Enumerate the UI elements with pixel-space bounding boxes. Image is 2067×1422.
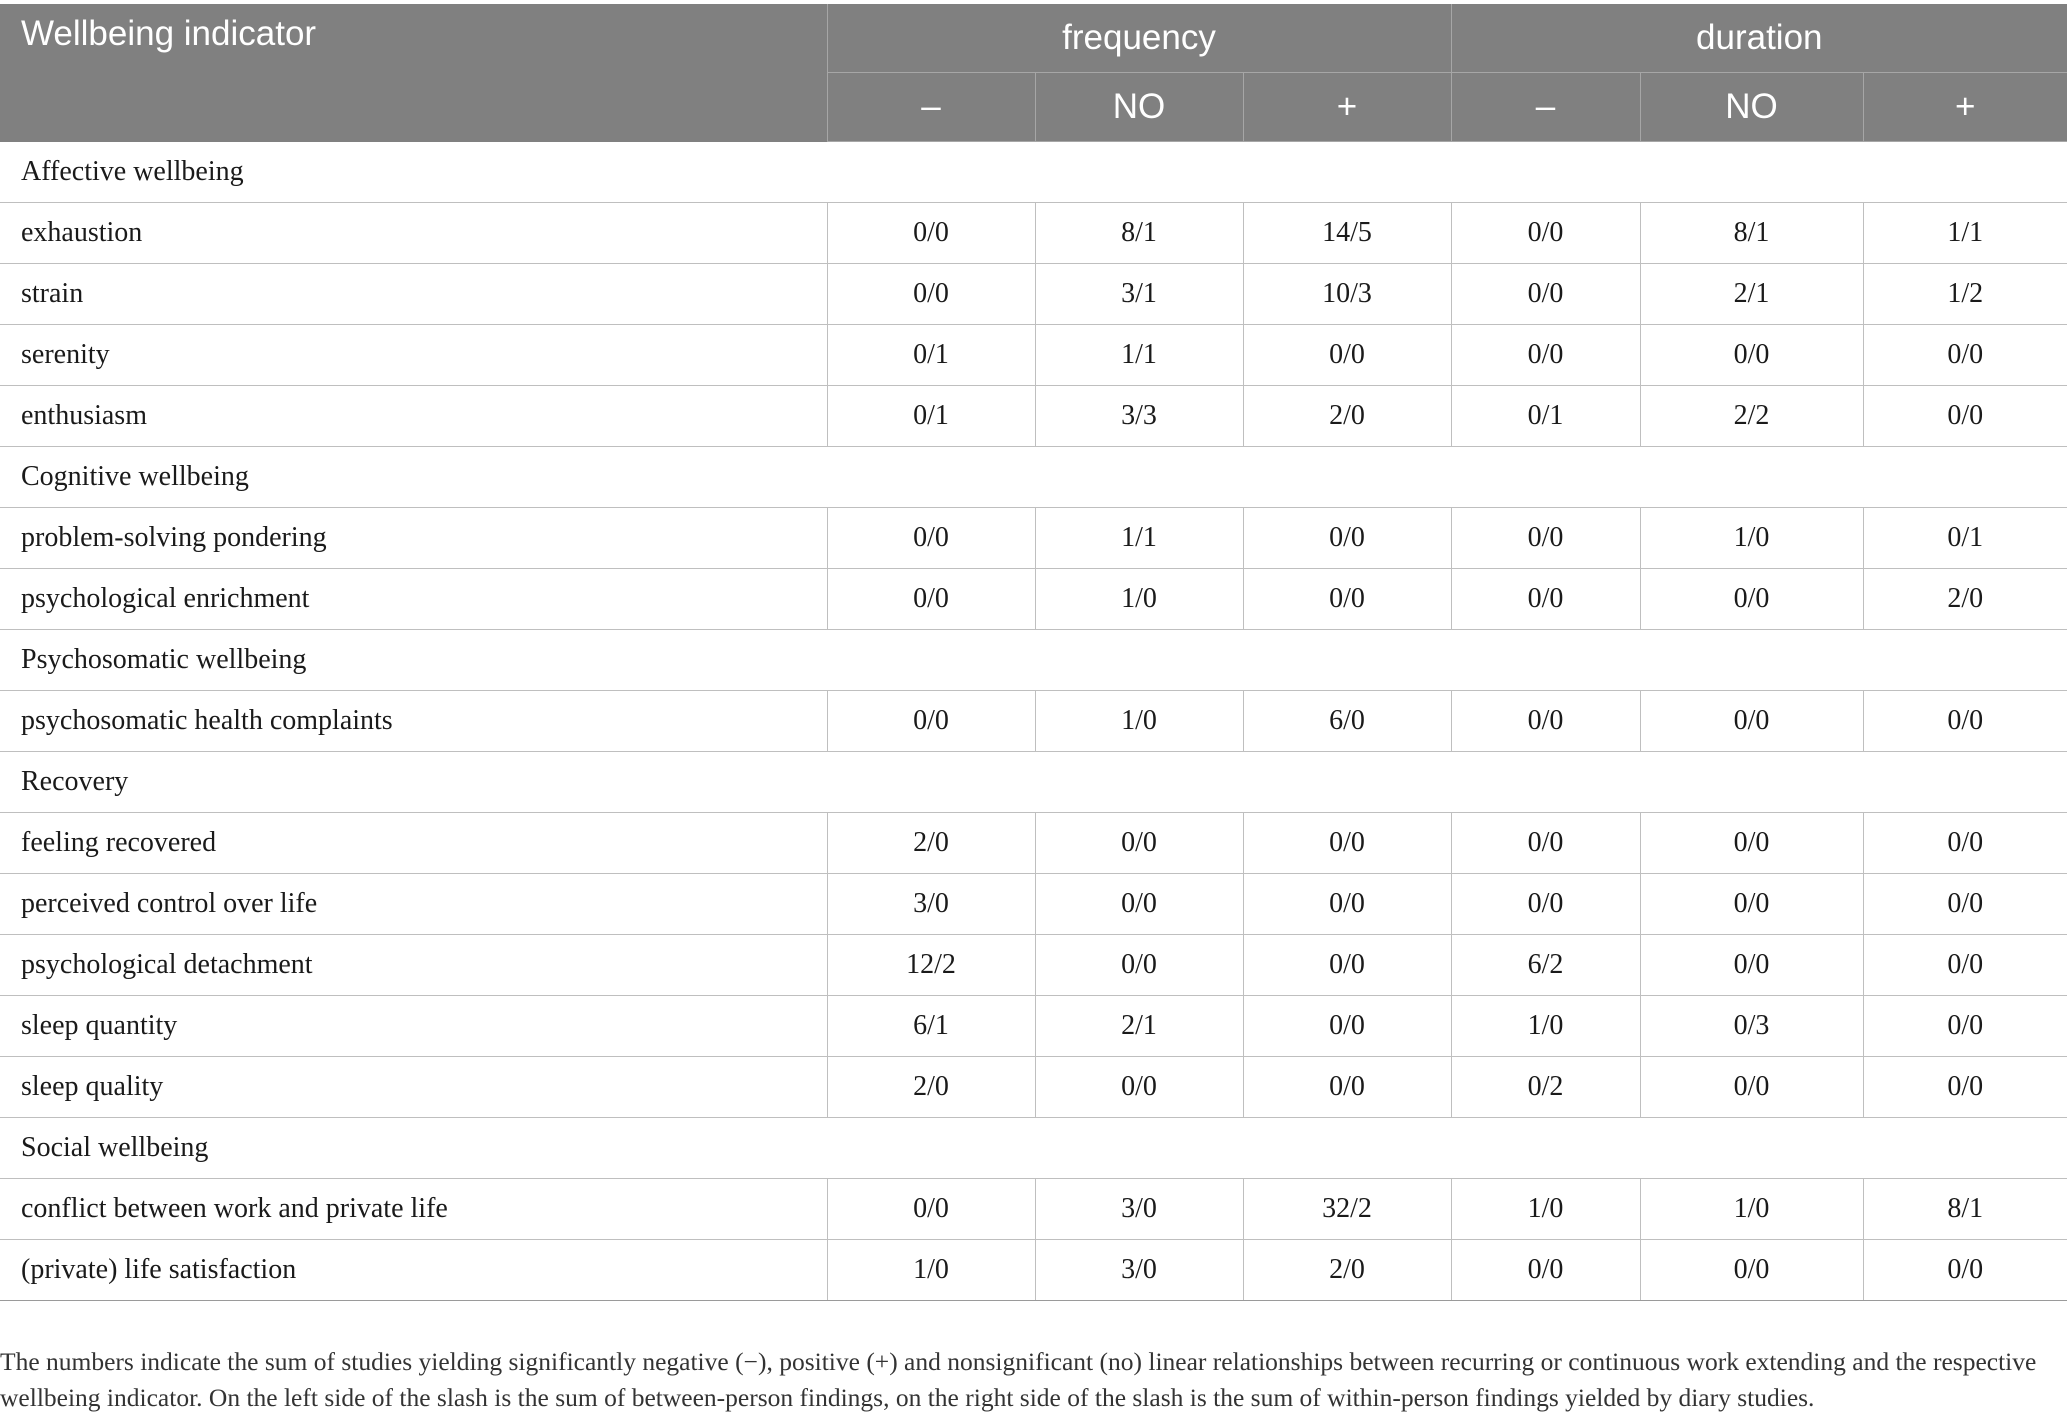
table-row (0, 325, 2067, 386)
indicator-label: psychological enrichment (0, 569, 827, 630)
indicator-label: exhaustion (0, 203, 827, 264)
value-cell: 6/2 (1451, 935, 1640, 996)
value-cell: 0/0 (1640, 1240, 1863, 1301)
value-cell: 0/0 (827, 1179, 1035, 1240)
value-cell: 0/0 (827, 203, 1035, 264)
results-table-container (0, 4, 2067, 1301)
section-heading: Psychosomatic wellbeing (0, 630, 2067, 691)
value-cell: 3/0 (827, 874, 1035, 935)
value-cell: 2/0 (1863, 569, 2067, 630)
section-heading: Recovery (0, 752, 2067, 813)
table-row (0, 1057, 2067, 1118)
value-cell: 3/1 (1035, 264, 1243, 325)
table-row (0, 935, 2067, 996)
value-cell: 0/0 (827, 264, 1035, 325)
table-row (0, 508, 2067, 569)
value-cell: 0/3 (1640, 996, 1863, 1057)
indicator-label: psychological detachment (0, 935, 827, 996)
value-cell: 0/0 (827, 569, 1035, 630)
value-cell: 0/0 (1243, 874, 1451, 935)
value-cell: 0/1 (827, 386, 1035, 447)
value-cell: 0/0 (1243, 1057, 1451, 1118)
value-cell: 0/0 (1451, 1240, 1640, 1301)
value-cell: 0/0 (1863, 874, 2067, 935)
value-cell: 2/1 (1640, 264, 1863, 325)
section-row (0, 630, 2067, 691)
value-cell: 6/1 (827, 996, 1035, 1057)
value-cell: 0/0 (1035, 813, 1243, 874)
value-cell: 0/0 (1451, 264, 1640, 325)
value-cell: 1/0 (1035, 569, 1243, 630)
table-row (0, 203, 2067, 264)
value-cell: 0/0 (1863, 1057, 2067, 1118)
value-cell: 10/3 (1243, 264, 1451, 325)
value-cell: 2/2 (1640, 386, 1863, 447)
value-cell: 0/0 (1863, 691, 2067, 752)
value-cell: 0/0 (1243, 996, 1451, 1057)
value-cell: 0/0 (1243, 325, 1451, 386)
value-cell: 0/0 (1243, 569, 1451, 630)
table-body (0, 142, 2067, 1301)
table-header (0, 4, 2067, 142)
section-row (0, 447, 2067, 508)
table-row (0, 1179, 2067, 1240)
value-cell: 0/0 (1863, 813, 2067, 874)
value-cell: 1/0 (1640, 1179, 1863, 1240)
value-cell: 32/2 (1243, 1179, 1451, 1240)
value-cell: 1/2 (1863, 264, 2067, 325)
table-row (0, 264, 2067, 325)
value-cell: 1/0 (1035, 691, 1243, 752)
value-cell: 3/0 (1035, 1179, 1243, 1240)
header-row-groups (0, 4, 2067, 73)
value-cell: 0/0 (1640, 874, 1863, 935)
value-cell: 0/0 (1243, 508, 1451, 569)
indicator-label: enthusiasm (0, 386, 827, 447)
value-cell: 6/0 (1243, 691, 1451, 752)
value-cell: 2/1 (1035, 996, 1243, 1057)
value-cell: 0/0 (1451, 325, 1640, 386)
section-row (0, 142, 2067, 203)
duration-group-header: duration (1451, 4, 2067, 73)
value-cell: 1/1 (1863, 203, 2067, 264)
value-cell: 8/1 (1035, 203, 1243, 264)
indicator-column-header: Wellbeing indicator (0, 4, 827, 142)
value-cell: 1/1 (1035, 508, 1243, 569)
value-cell: 1/0 (1451, 1179, 1640, 1240)
duration-no-header: NO (1640, 73, 1863, 142)
indicator-label: sleep quality (0, 1057, 827, 1118)
table-row (0, 874, 2067, 935)
value-cell: 0/0 (1451, 813, 1640, 874)
table-row (0, 569, 2067, 630)
value-cell: 0/0 (1451, 874, 1640, 935)
value-cell: 1/1 (1035, 325, 1243, 386)
value-cell: 0/0 (1640, 935, 1863, 996)
value-cell: 0/0 (827, 508, 1035, 569)
value-cell: 2/0 (1243, 386, 1451, 447)
value-cell: 0/1 (1451, 386, 1640, 447)
value-cell: 0/0 (1035, 874, 1243, 935)
value-cell: 0/0 (1863, 325, 2067, 386)
indicator-label: psychosomatic health complaints (0, 691, 827, 752)
wellbeing-results-table (0, 4, 2067, 1301)
indicator-label: problem-solving pondering (0, 508, 827, 569)
value-cell: 0/0 (1451, 508, 1640, 569)
section-row (0, 752, 2067, 813)
value-cell: 2/0 (827, 1057, 1035, 1118)
section-heading: Cognitive wellbeing (0, 447, 2067, 508)
table-row (0, 996, 2067, 1057)
value-cell: 1/0 (1451, 996, 1640, 1057)
value-cell: 1/0 (1640, 508, 1863, 569)
value-cell: 14/5 (1243, 203, 1451, 264)
value-cell: 0/0 (827, 691, 1035, 752)
indicator-label: strain (0, 264, 827, 325)
indicator-label: conflict between work and private life (0, 1179, 827, 1240)
value-cell: 0/0 (1640, 691, 1863, 752)
value-cell: 0/0 (1640, 325, 1863, 386)
value-cell: 12/2 (827, 935, 1035, 996)
value-cell: 2/0 (1243, 1240, 1451, 1301)
indicator-label: (private) life satisfaction (0, 1240, 827, 1301)
value-cell: 0/0 (1035, 935, 1243, 996)
indicator-label: perceived control over life (0, 874, 827, 935)
table-row (0, 1240, 2067, 1301)
indicator-label: sleep quantity (0, 996, 827, 1057)
value-cell: 8/1 (1863, 1179, 2067, 1240)
table-row (0, 386, 2067, 447)
value-cell: 1/0 (827, 1240, 1035, 1301)
indicator-label: serenity (0, 325, 827, 386)
table-row (0, 813, 2067, 874)
frequency-no-header: NO (1035, 73, 1243, 142)
value-cell: 0/0 (1863, 935, 2067, 996)
table-row (0, 691, 2067, 752)
value-cell: 8/1 (1640, 203, 1863, 264)
value-cell: 0/0 (1451, 203, 1640, 264)
value-cell: 0/0 (1863, 1240, 2067, 1301)
value-cell: 0/0 (1451, 569, 1640, 630)
indicator-label: feeling recovered (0, 813, 827, 874)
section-heading: Affective wellbeing (0, 142, 2067, 203)
value-cell: 0/0 (1863, 386, 2067, 447)
value-cell: 0/0 (1243, 935, 1451, 996)
value-cell: 0/0 (1640, 813, 1863, 874)
value-cell: 0/0 (1640, 1057, 1863, 1118)
value-cell: 3/3 (1035, 386, 1243, 447)
frequency-negative-header: – (827, 73, 1035, 142)
value-cell: 0/0 (1451, 691, 1640, 752)
value-cell: 3/0 (1035, 1240, 1243, 1301)
value-cell: 0/0 (1035, 1057, 1243, 1118)
value-cell: 0/2 (1451, 1057, 1640, 1118)
frequency-positive-header: + (1243, 73, 1451, 142)
value-cell: 0/1 (1863, 508, 2067, 569)
frequency-group-header: frequency (827, 4, 1451, 73)
duration-positive-header: + (1863, 73, 2067, 142)
value-cell: 0/0 (1243, 813, 1451, 874)
value-cell: 0/0 (1640, 569, 1863, 630)
section-heading: Social wellbeing (0, 1118, 2067, 1179)
section-row (0, 1118, 2067, 1179)
value-cell: 2/0 (827, 813, 1035, 874)
duration-negative-header: – (1451, 73, 1640, 142)
value-cell: 0/1 (827, 325, 1035, 386)
table-footnote: The numbers indicate the sum of studies yielding significantly negative (−), positive (+) and nonsignificant (no) linear relationships between recurring or continuous work extending and the respective wellbeing indicator. On the left side of the slash is the sum of between-person findings, on the right side of the slash is the sum of within-person findings yielded by diary studies. (0, 1347, 2037, 1412)
value-cell: 0/0 (1863, 996, 2067, 1057)
